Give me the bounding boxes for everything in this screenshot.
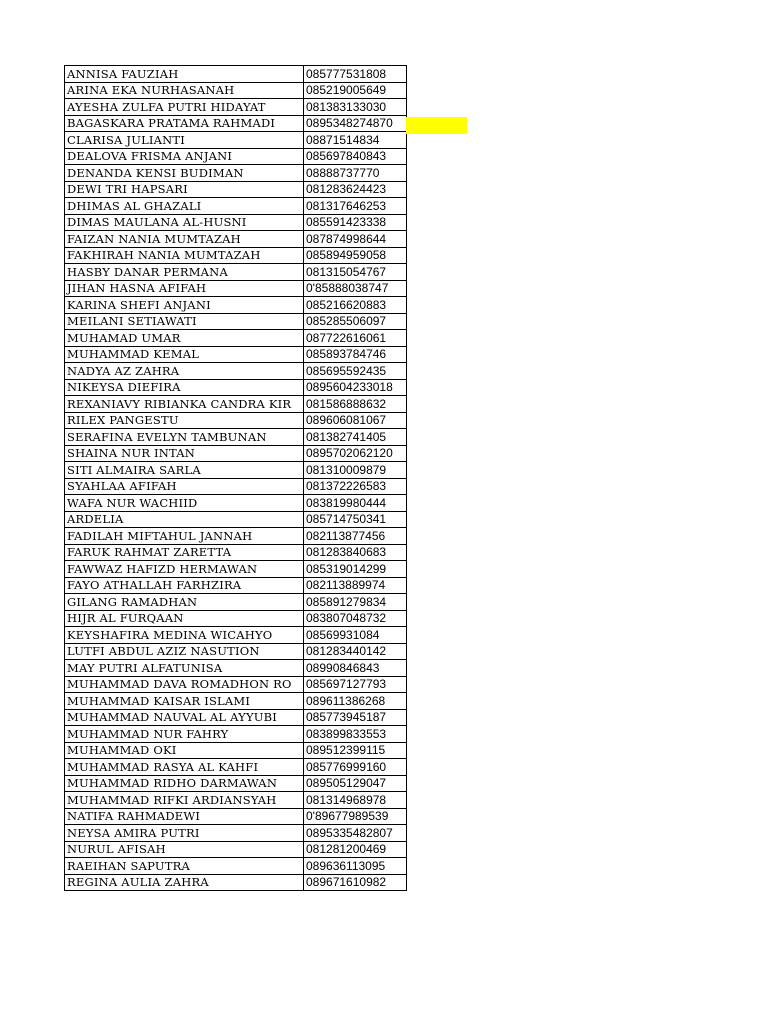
name-cell[interactable]: LUTFI ABDUL AZIZ NASUTION bbox=[65, 643, 304, 660]
table-row bbox=[65, 577, 407, 594]
contact-table bbox=[64, 65, 407, 891]
phone-cell[interactable]: 089505129047 bbox=[304, 775, 407, 792]
name-cell[interactable]: WAFA NUR WACHIID bbox=[65, 495, 304, 512]
name-cell[interactable]: FADILAH MIFTAHUL JANNAH bbox=[65, 528, 304, 545]
table-row bbox=[65, 280, 407, 297]
table-row bbox=[65, 775, 407, 792]
name-cell[interactable]: SERAFINA EVELYN TAMBUNAN bbox=[65, 429, 304, 446]
name-cell[interactable]: DHIMAS AL GHAZALI bbox=[65, 198, 304, 215]
phone-cell[interactable]: 082113889974 bbox=[304, 577, 407, 594]
phone-cell[interactable]: 085697840843 bbox=[304, 148, 407, 165]
table-row bbox=[65, 610, 407, 627]
table-row bbox=[65, 346, 407, 363]
name-cell[interactable]: NIKEYSA DIEFIRA bbox=[65, 379, 304, 396]
name-cell[interactable]: REGINA AULIA ZAHRA bbox=[65, 874, 304, 891]
table-row bbox=[65, 544, 407, 561]
name-cell[interactable]: HASBY DANAR PERMANA bbox=[65, 264, 304, 281]
phone-cell[interactable]: 085893784746 bbox=[304, 346, 407, 363]
table-row bbox=[65, 643, 407, 660]
phone-cell[interactable]: 085891279834 bbox=[304, 594, 407, 611]
phone-cell[interactable]: 089512399115 bbox=[304, 742, 407, 759]
phone-cell[interactable]: 0895702062120 bbox=[304, 445, 407, 462]
phone-cell[interactable]: 085697127793 bbox=[304, 676, 407, 693]
phone-cell[interactable]: 085773945187 bbox=[304, 709, 407, 726]
table-row bbox=[65, 808, 407, 825]
name-cell[interactable]: MUHAMMAD NUR FAHRY bbox=[65, 726, 304, 743]
table-row bbox=[65, 264, 407, 281]
name-cell[interactable]: MEILANI SETIAWATI bbox=[65, 313, 304, 330]
name-cell[interactable]: KARINA SHEFI ANJANI bbox=[65, 297, 304, 314]
phone-cell[interactable]: 089611386268 bbox=[304, 693, 407, 710]
table-row bbox=[65, 379, 407, 396]
phone-cell[interactable]: 0'85888038747 bbox=[304, 280, 407, 297]
phone-cell[interactable]: 085777531808 bbox=[304, 66, 407, 83]
name-cell[interactable]: DEALOVA FRISMA ANJANI bbox=[65, 148, 304, 165]
name-cell[interactable]: MUHAMMAD RIDHO DARMAWAN bbox=[65, 775, 304, 792]
name-cell[interactable]: ANNISA FAUZIAH bbox=[65, 66, 304, 83]
table-row bbox=[65, 132, 407, 149]
name-cell[interactable]: CLARISA JULIANTI bbox=[65, 132, 304, 149]
phone-cell[interactable]: 085894959058 bbox=[304, 247, 407, 264]
table-row bbox=[65, 726, 407, 743]
table-row bbox=[65, 363, 407, 380]
table-row bbox=[65, 627, 407, 644]
table-row bbox=[65, 181, 407, 198]
table-row bbox=[65, 330, 407, 347]
phone-cell[interactable]: 081314968978 bbox=[304, 792, 407, 809]
phone-cell[interactable]: 085285506097 bbox=[304, 313, 407, 330]
name-cell[interactable]: FAKHIRAH NANIA MUMTAZAH bbox=[65, 247, 304, 264]
table-row bbox=[65, 495, 407, 512]
phone-cell[interactable]: 083807048732 bbox=[304, 610, 407, 627]
phone-cell[interactable]: 085591423338 bbox=[304, 214, 407, 231]
table-row bbox=[65, 709, 407, 726]
table-row bbox=[65, 99, 407, 116]
name-cell[interactable]: FAWWAZ HAFIZD HERMAWAN bbox=[65, 561, 304, 578]
name-cell[interactable]: NEYSA AMIRA PUTRI bbox=[65, 825, 304, 842]
name-cell[interactable]: SITI ALMAIRA SARLA bbox=[65, 462, 304, 479]
phone-cell[interactable]: 085219005649 bbox=[304, 82, 407, 99]
name-cell[interactable]: DENANDA KENSI BUDIMAN bbox=[65, 165, 304, 182]
phone-cell[interactable]: 08871514834 bbox=[304, 132, 407, 149]
table-row bbox=[65, 198, 407, 215]
name-cell[interactable]: MUHAMMAD OKI bbox=[65, 742, 304, 759]
phone-cell[interactable]: 081372226583 bbox=[304, 478, 407, 495]
phone-cell[interactable]: 081586888632 bbox=[304, 396, 407, 413]
name-cell[interactable]: FARUK RAHMAT ZARETTA bbox=[65, 544, 304, 561]
name-cell[interactable]: FAYO ATHALLAH FARHZIRA bbox=[65, 577, 304, 594]
phone-cell[interactable]: 083899833553 bbox=[304, 726, 407, 743]
table-row bbox=[65, 528, 407, 545]
phone-cell[interactable]: 085319014299 bbox=[304, 561, 407, 578]
table-row bbox=[65, 165, 407, 182]
table-row bbox=[65, 676, 407, 693]
table-row bbox=[65, 825, 407, 842]
phone-cell[interactable]: 087722616061 bbox=[304, 330, 407, 347]
phone-cell[interactable]: 08990846843 bbox=[304, 660, 407, 677]
phone-cell[interactable]: 085216620883 bbox=[304, 297, 407, 314]
name-cell[interactable]: NADYA AZ ZAHRA bbox=[65, 363, 304, 380]
name-cell[interactable]: DEWI TRI HAPSARI bbox=[65, 181, 304, 198]
name-cell[interactable]: MUHAMMAD RASYA AL KAHFI bbox=[65, 759, 304, 776]
name-cell[interactable]: JIHAN HASNA AFIFAH bbox=[65, 280, 304, 297]
table-row bbox=[65, 462, 407, 479]
table-row bbox=[65, 841, 407, 858]
phone-cell[interactable]: 085695592435 bbox=[304, 363, 407, 380]
contact-table-body bbox=[65, 66, 407, 891]
table-row bbox=[65, 792, 407, 809]
name-cell[interactable]: HIJR AL FURQAAN bbox=[65, 610, 304, 627]
table-row bbox=[65, 297, 407, 314]
phone-cell[interactable]: 08569931084 bbox=[304, 627, 407, 644]
table-row bbox=[65, 858, 407, 875]
name-cell[interactable]: FAIZAN NANIA MUMTAZAH bbox=[65, 231, 304, 248]
phone-cell[interactable]: 085776999160 bbox=[304, 759, 407, 776]
name-cell[interactable]: MUHAMMAD KAISAR ISLAMI bbox=[65, 693, 304, 710]
phone-cell[interactable]: 081281200469 bbox=[304, 841, 407, 858]
table-row bbox=[65, 412, 407, 429]
table-row bbox=[65, 247, 407, 264]
name-cell[interactable]: MUHAMMAD DAVA ROMADHON RO bbox=[65, 676, 304, 693]
table-row bbox=[65, 874, 407, 891]
name-cell[interactable]: NURUL AFISAH bbox=[65, 841, 304, 858]
table-row bbox=[65, 660, 407, 677]
table-row bbox=[65, 231, 407, 248]
table-row bbox=[65, 561, 407, 578]
name-cell[interactable]: RILEX PANGESTU bbox=[65, 412, 304, 429]
name-cell[interactable]: REXANIAVY RIBIANKA CANDRA KIR bbox=[65, 396, 304, 413]
table-row bbox=[65, 214, 407, 231]
table-row bbox=[65, 82, 407, 99]
phone-cell[interactable]: 081283624423 bbox=[304, 181, 407, 198]
table-row bbox=[65, 66, 407, 83]
phone-cell[interactable]: 0895604233018 bbox=[304, 379, 407, 396]
phone-cell[interactable]: 087874998644 bbox=[304, 231, 407, 248]
name-cell[interactable]: MUHAMMAD NAUVAL AL AYYUBI bbox=[65, 709, 304, 726]
table-row bbox=[65, 445, 407, 462]
highlighted-cell[interactable] bbox=[406, 117, 467, 134]
phone-cell[interactable]: 0895335482807 bbox=[304, 825, 407, 842]
name-cell[interactable]: NATIFA RAHMADEWI bbox=[65, 808, 304, 825]
phone-cell[interactable]: 0'89677989539 bbox=[304, 808, 407, 825]
name-cell[interactable]: MUHAMMAD KEMAL bbox=[65, 346, 304, 363]
phone-cell[interactable]: 081382741405 bbox=[304, 429, 407, 446]
table-row bbox=[65, 693, 407, 710]
table-row bbox=[65, 115, 407, 132]
phone-cell[interactable]: 081383133030 bbox=[304, 99, 407, 116]
name-cell[interactable]: MUHAMAD UMAR bbox=[65, 330, 304, 347]
table-row bbox=[65, 511, 407, 528]
name-cell[interactable]: SYAHLAA AFIFAH bbox=[65, 478, 304, 495]
table-row bbox=[65, 429, 407, 446]
phone-cell[interactable]: 082113877456 bbox=[304, 528, 407, 545]
table-row bbox=[65, 759, 407, 776]
table-row bbox=[65, 594, 407, 611]
name-cell[interactable]: SHAINA NUR INTAN bbox=[65, 445, 304, 462]
name-cell[interactable]: DIMAS MAULANA AL-HUSNI bbox=[65, 214, 304, 231]
table-row bbox=[65, 148, 407, 165]
table-row bbox=[65, 478, 407, 495]
name-cell[interactable]: ARDELIA bbox=[65, 511, 304, 528]
phone-cell[interactable]: 0895348274870 bbox=[304, 115, 407, 132]
name-cell[interactable]: RAEIHAN SAPUTRA bbox=[65, 858, 304, 875]
phone-cell[interactable]: 085714750341 bbox=[304, 511, 407, 528]
name-cell[interactable]: BAGASKARA PRATAMA RAHMADI bbox=[65, 115, 304, 132]
table-row bbox=[65, 396, 407, 413]
name-cell[interactable]: MUHAMMAD RIFKI ARDIANSYAH bbox=[65, 792, 304, 809]
phone-cell[interactable]: 089671610982 bbox=[304, 874, 407, 891]
table-row bbox=[65, 313, 407, 330]
name-cell[interactable]: ARINA EKA NURHASANAH bbox=[65, 82, 304, 99]
phone-cell[interactable]: 081283440142 bbox=[304, 643, 407, 660]
name-cell[interactable]: MAY PUTRI ALFATUNISA bbox=[65, 660, 304, 677]
name-cell[interactable]: AYESHA ZULFA PUTRI HIDAYAT bbox=[65, 99, 304, 116]
phone-cell[interactable]: 081315054767 bbox=[304, 264, 407, 281]
phone-cell[interactable]: 081317646253 bbox=[304, 198, 407, 215]
table-row bbox=[65, 742, 407, 759]
contact-sheet bbox=[64, 65, 406, 891]
phone-cell[interactable]: 083819980444 bbox=[304, 495, 407, 512]
phone-cell[interactable]: 089636113095 bbox=[304, 858, 407, 875]
name-cell[interactable]: KEYSHAFIRA MEDINA WICAHYO bbox=[65, 627, 304, 644]
name-cell[interactable]: GILANG RAMADHAN bbox=[65, 594, 304, 611]
phone-cell[interactable]: 081310009879 bbox=[304, 462, 407, 479]
phone-cell[interactable]: 089606081067 bbox=[304, 412, 407, 429]
phone-cell[interactable]: 081283840683 bbox=[304, 544, 407, 561]
phone-cell[interactable]: 08888737770 bbox=[304, 165, 407, 182]
